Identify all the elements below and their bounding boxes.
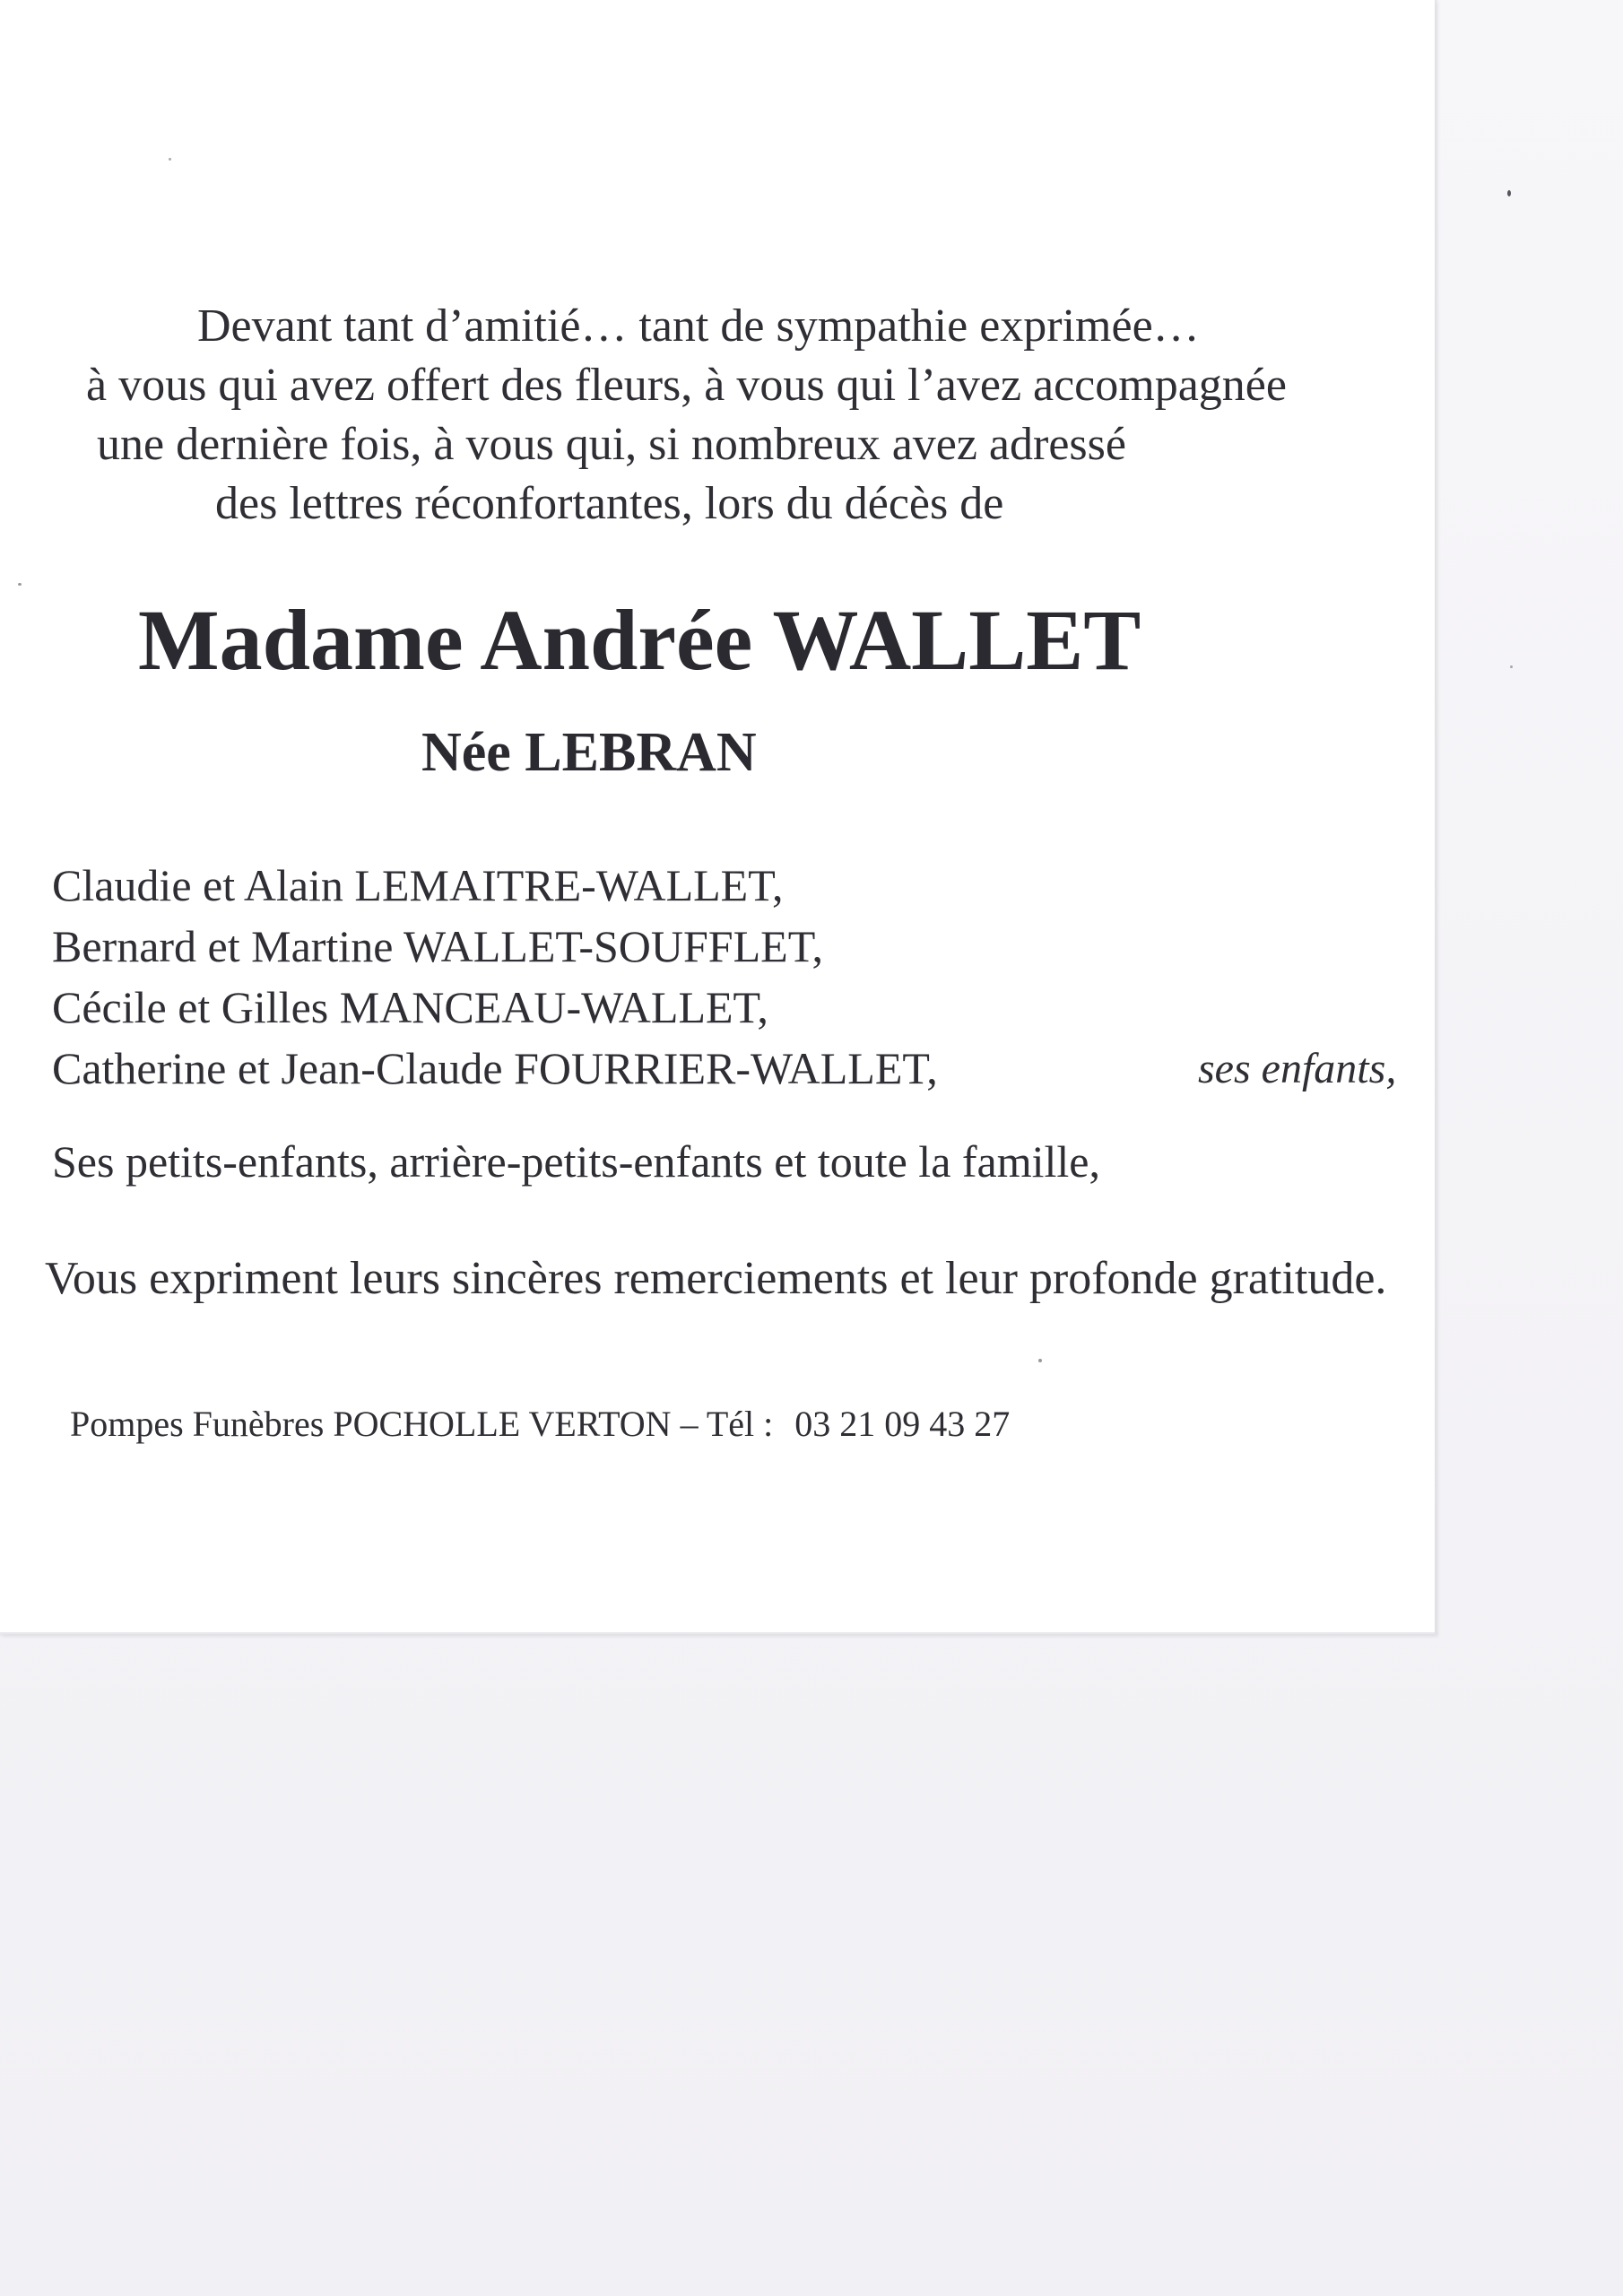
funeral-home-line (70, 1406, 1010, 1442)
maiden-name: Née LEBRAN (421, 722, 757, 783)
child-line-1: Claudie et Alain LEMAITRE-WALLET, (52, 860, 784, 910)
scan-speck (1507, 190, 1511, 196)
thanks-line: Vous expriment leurs sincères remerciements et leur profonde gratitude. (45, 1253, 1387, 1304)
funeral-home-label: Pompes Funèbres POCHOLLE VERTON – Tél : (70, 1404, 774, 1444)
scan-speck (18, 583, 22, 586)
child-line-3: Cécile et Gilles MANCEAU-WALLET, (52, 982, 768, 1032)
scan-speck (1038, 1359, 1042, 1362)
intro-line-2: à vous qui avez offert des fleurs, à vous qui l’avez accompagnée (86, 360, 1287, 411)
card-edge-right (1435, 0, 1438, 1634)
intro-line-1: Devant tant d’amitié… tant de sympathie exprimée… (197, 300, 1200, 352)
child-line-4: Catherine et Jean-Claude FOURRIER-WALLET, (52, 1043, 938, 1093)
card-edge-bottom (0, 1632, 1438, 1638)
scan-speck (169, 158, 171, 161)
child-line-2: Bernard et Martine WALLET-SOUFFLET, (52, 921, 824, 971)
intro-line-3: une dernière fois, à vous qui, si nombreux avez adressé (97, 419, 1126, 470)
scan-speck (1510, 665, 1513, 668)
intro-line-4: des lettres réconfortantes, lors du décès de (215, 478, 1004, 529)
deceased-name: Madame Andrée WALLET (138, 592, 1141, 688)
extended-family-line: Ses petits-enfants, arrière-petits-enfants et toute la famille, (52, 1136, 1100, 1187)
funeral-home-phone: 03 21 09 43 27 (794, 1404, 1011, 1444)
children-role-label: ses enfants, (1198, 1045, 1397, 1092)
